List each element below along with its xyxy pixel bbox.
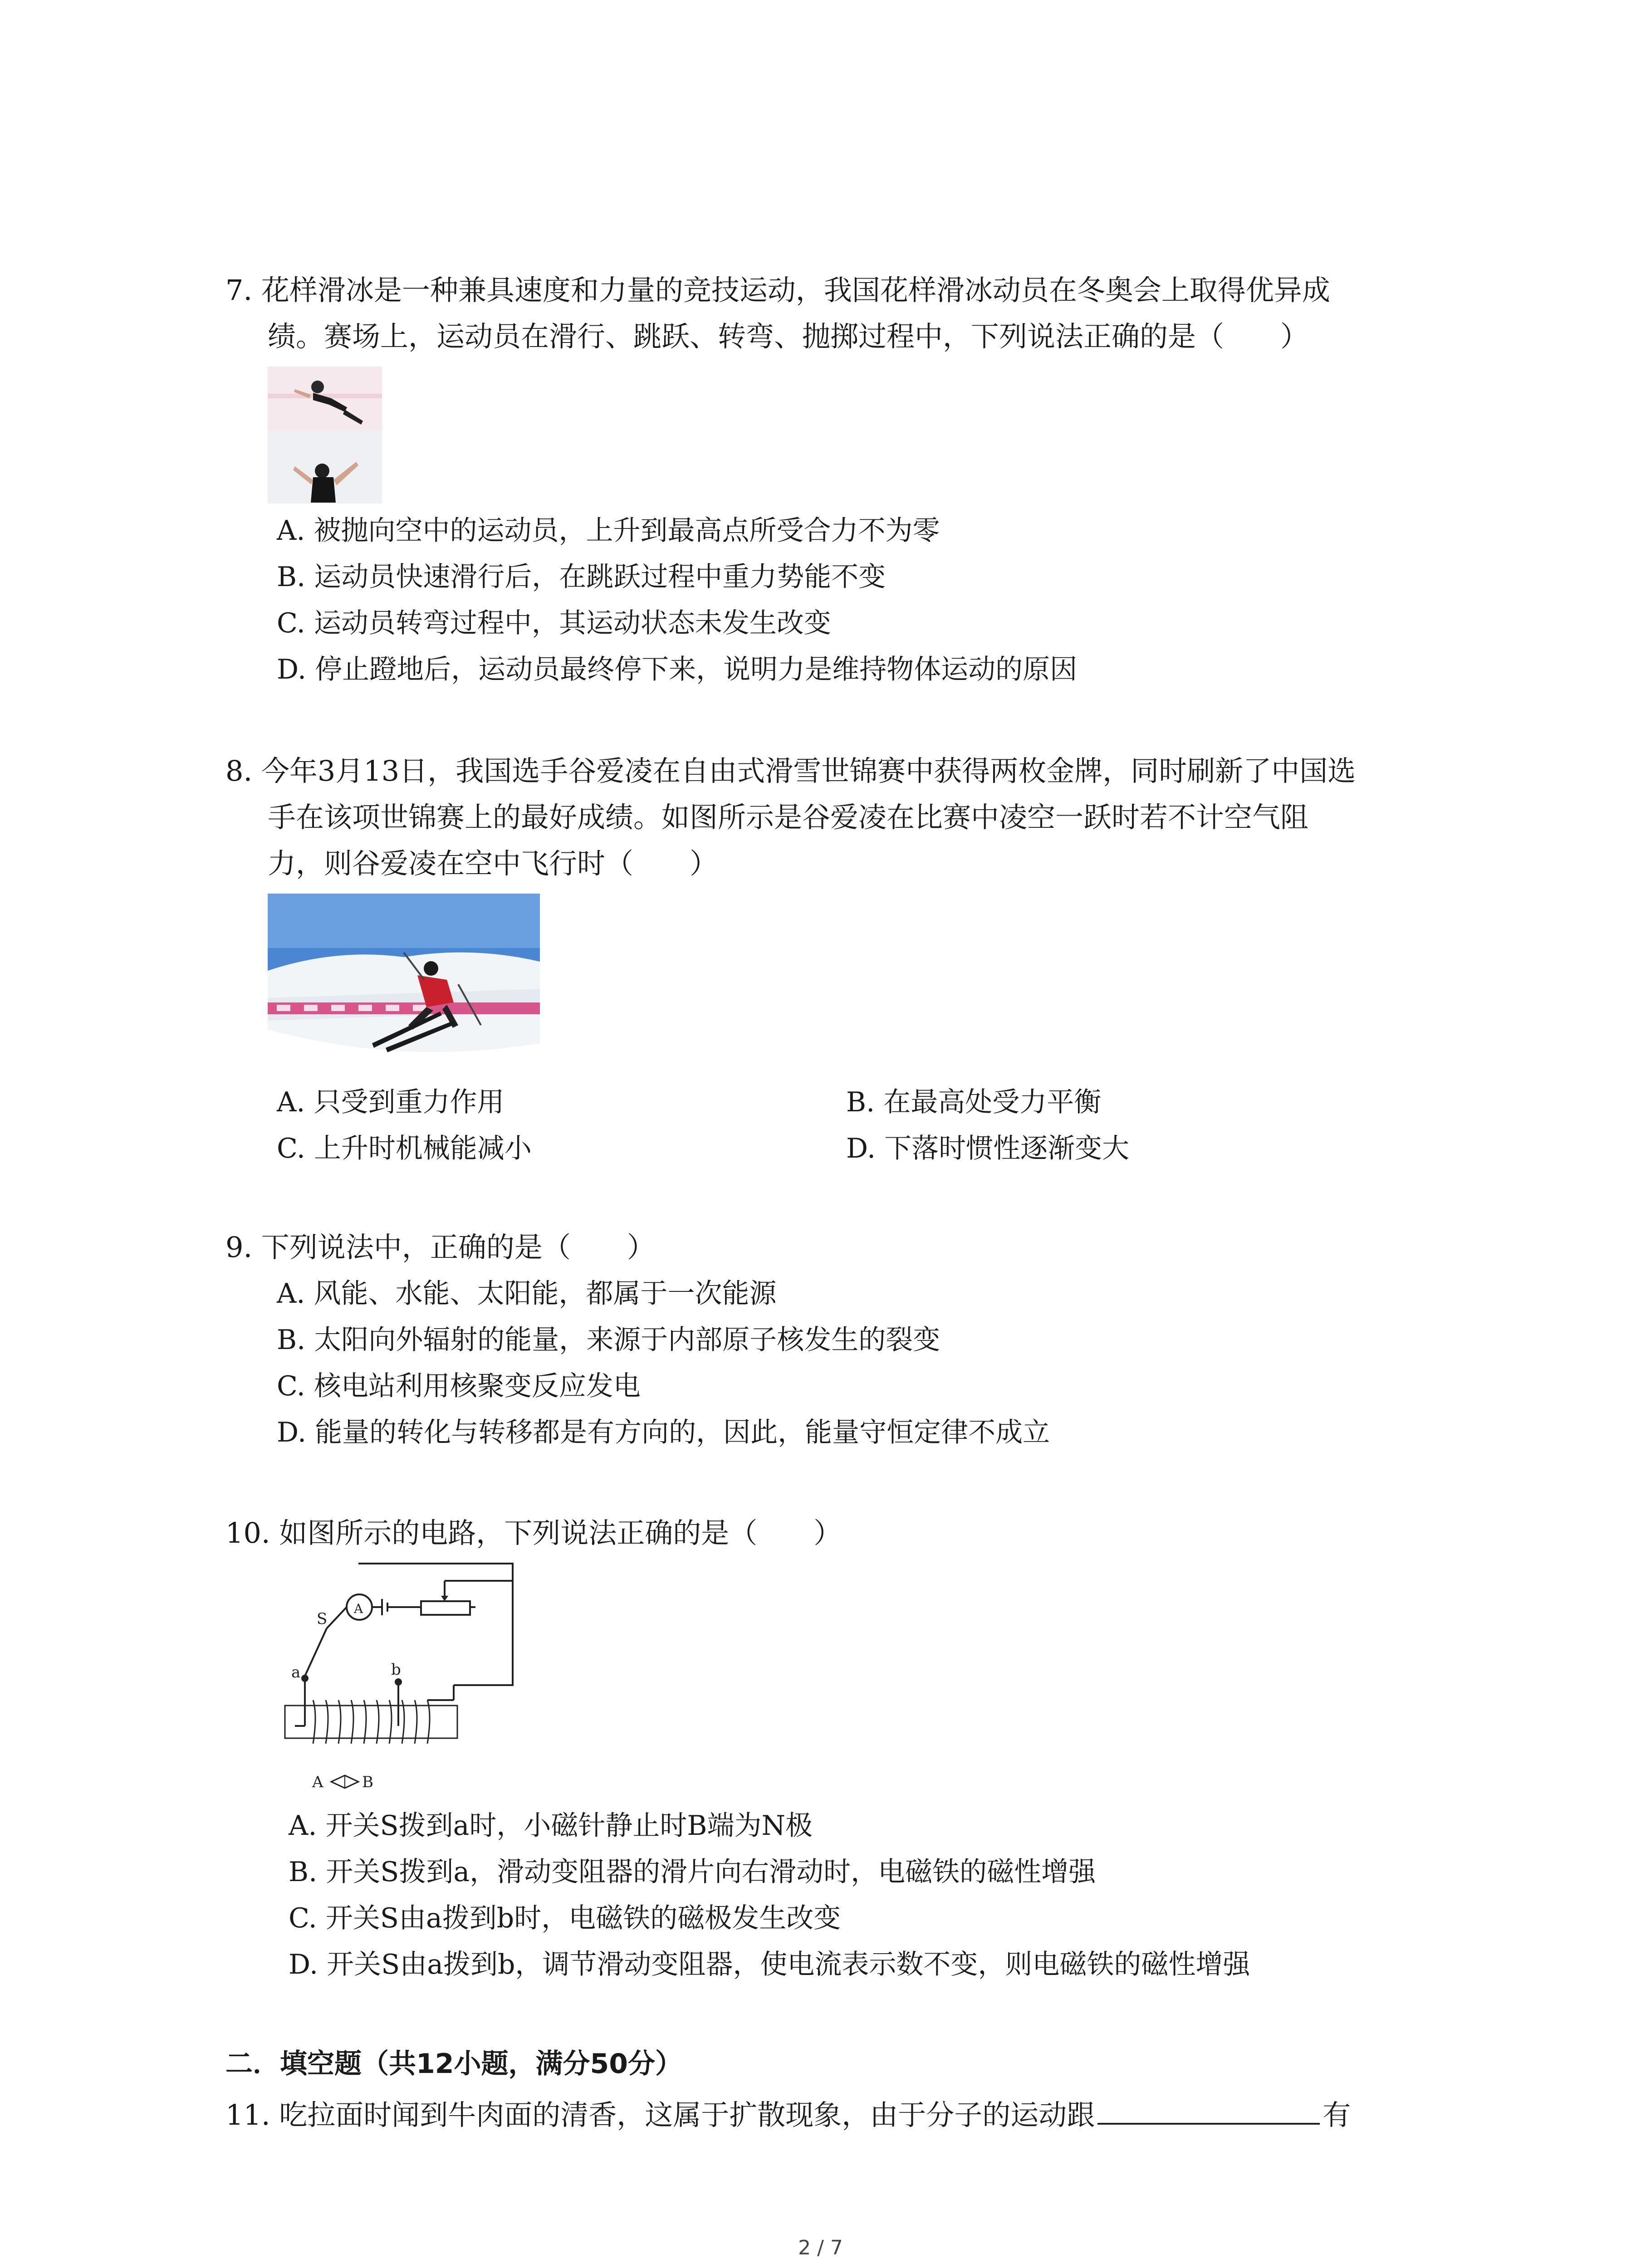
q9-option-a: A. 风能、水能、太阳能，都属于一次能源 [277,1278,777,1310]
q9-option-b: B. 太阳向外辐射的能量，来源于内部原子核发生的裂变 [277,1324,941,1356]
q10-option-b: B. 开关S拨到a，滑动变阻器的滑片向右滑动时，电磁铁的磁性增强 [289,1856,1096,1888]
needle-end-a-label: A [312,1773,323,1791]
q7-option-b: B. 运动员快速滑行后，在跳跃过程中重力势能不变 [277,561,886,593]
terminal-b-label: b [391,1661,401,1679]
q7-option-c: C. 运动员转弯过程中，其运动状态未发生改变 [277,607,831,639]
q8-stem-line2: 手在该项世锦赛上的最好成绩。如图所示是谷爱凌在比赛中凌空一跃时若不计空气阻 [268,801,1309,834]
q11-text-before: 11. 吃拉面时闻到牛肉面的清香，这属于扩散现象，由于分子的运动跟 [225,2098,1095,2131]
q7-stem-line2: 绩。赛场上，运动员在滑行、跳跃、转弯、抛掷过程中，下列说法正确的是（ ） [268,320,1309,353]
q9-option-d: D. 能量的转化与转移都是有方向的，因此，能量守恒定律不成立 [277,1417,1050,1448]
q7-option-d: D. 停止蹬地后，运动员最终停下来，说明力是维持物体运动的原因 [277,654,1078,685]
q10-option-c: C. 开关S由a拨到b时，电磁铁的磁极发生改变 [289,1902,841,1934]
ammeter-label: A [354,1601,363,1616]
terminal-a-label: a [291,1663,301,1681]
q9-stem: 9. 下列说法中，正确的是（ ） [225,1231,655,1264]
freestyle-skiing-photo [268,894,540,1075]
q11-text-after: 有 [1323,2098,1351,2131]
q8-stem-line3: 力，则谷爱凌在空中飞行时（ ） [268,847,718,880]
switch-label: S [317,1610,328,1628]
q9-option-c: C. 核电站利用核聚变反应发电 [277,1370,641,1402]
q10-option-a: A. 开关S拨到a时，小磁针静止时B端为N极 [289,1810,813,1842]
q8-option-b: B. 在最高处受力平衡 [846,1086,1102,1118]
q8-option-d: D. 下落时惯性逐渐变大 [846,1133,1130,1164]
q10-option-d: D. 开关S由a拨到b，调节滑动变阻器，使电流表示数不变，则电磁铁的磁性增强 [289,1949,1250,1980]
q11-stem [225,2096,1351,2133]
q11-answer-blank[interactable] [1097,2096,1320,2125]
page-number: 2 / 7 [798,2236,843,2259]
figure-skating-photo [268,367,382,503]
q8-stem-line1: 8. 今年3月13日，我国选手谷爱凌在自由式滑雪世锦赛中获得两枚金牌，同时刷新了中国选 [225,754,1356,787]
q7-stem-line1: 7. 花样滑冰是一种兼具速度和力量的竞技运动，我国花样滑冰动员在冬奥会上取得优异成 [225,274,1330,307]
q8-option-c: C. 上升时机械能减小 [277,1133,532,1164]
circuit-diagram [277,1556,531,1801]
q10-stem: 10. 如图所示的电路，下列说法正确的是（ ） [225,1516,842,1549]
section-heading-fill-in: 二．填空题（共12小题，满分50分） [225,2048,682,2080]
needle-end-b-label: B [362,1773,373,1791]
q7-option-a: A. 被抛向空中的运动员，上升到最高点所受合力不为零 [277,515,940,547]
q8-option-a: A. 只受到重力作用 [277,1086,505,1118]
